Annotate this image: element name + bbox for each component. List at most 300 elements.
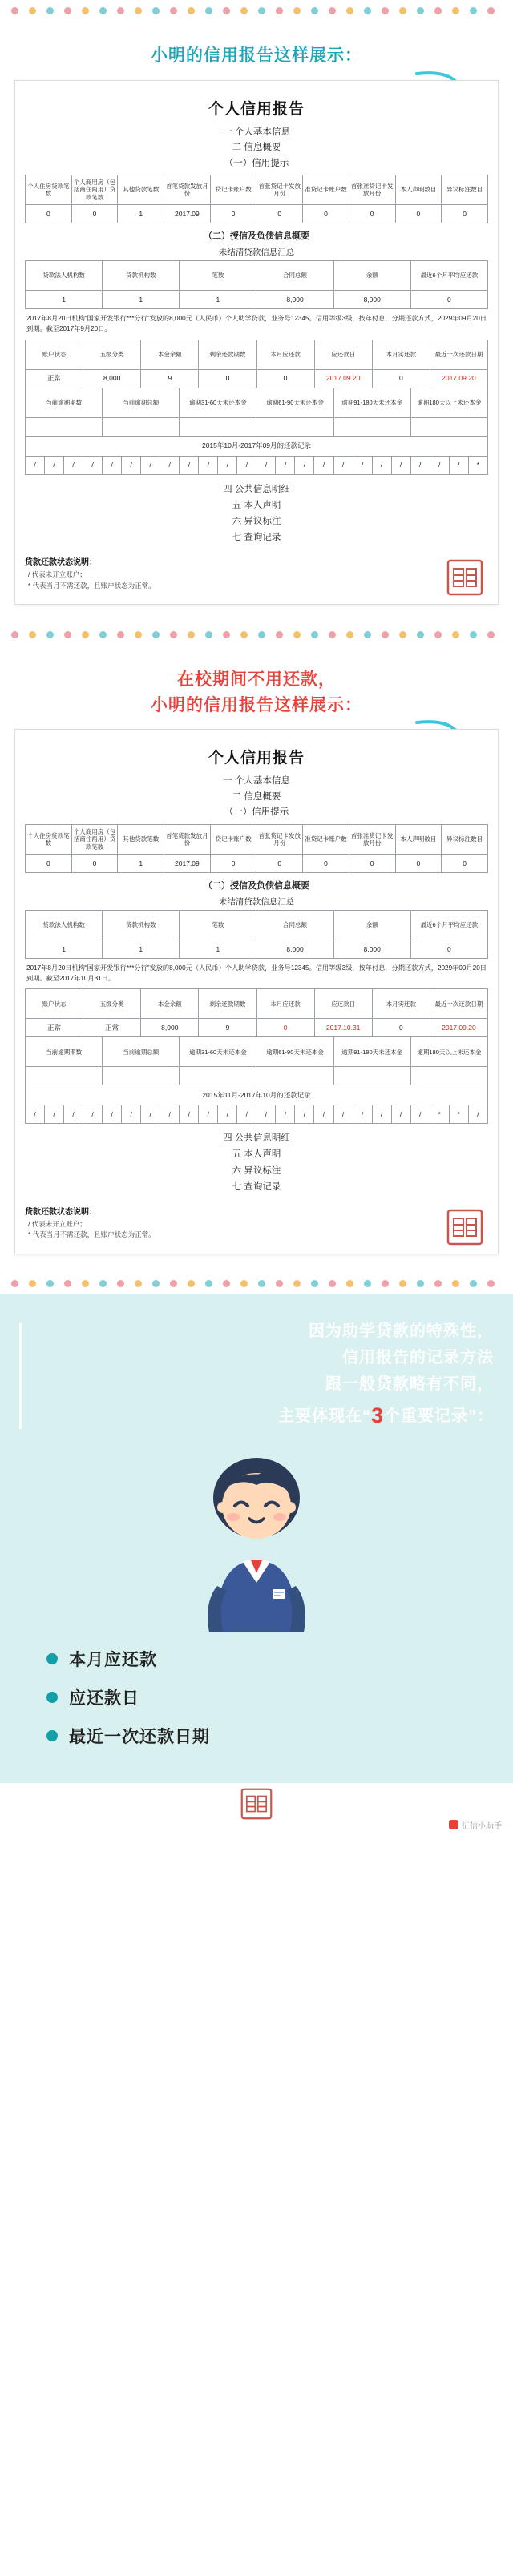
table-header-cell: 本月实还款: [372, 989, 430, 1019]
table-cell: 0: [303, 854, 349, 872]
decorative-dot: [11, 631, 18, 638]
table-header-row: [26, 175, 488, 205]
table-header-cell: 逾期61-90天未还本金: [256, 1037, 333, 1067]
report-section-3: （一）信用提示: [224, 807, 289, 818]
table-row: [26, 205, 488, 223]
table-cell: /: [160, 456, 180, 474]
table-header-row: [26, 1037, 488, 1067]
table-header-cell: 余额: [333, 910, 410, 940]
table-header-cell: 笔数: [180, 910, 256, 940]
report-tail-item: 四 公共信息明细: [223, 1133, 290, 1144]
table-cell: 0: [210, 854, 256, 872]
decorative-dot: [99, 7, 107, 14]
decorative-dots-bottom: [0, 1274, 513, 1294]
table-cell: /: [64, 1105, 83, 1124]
table-header-cell: 贷款机构数: [103, 910, 180, 940]
decorative-dot: [276, 631, 283, 638]
decorative-dot: [311, 631, 318, 638]
decorative-dot: [82, 1280, 89, 1287]
table-cell: /: [199, 456, 218, 474]
report-tail-list-1: [25, 481, 488, 546]
section2-heading-line2: 小明的信用报告这样展示：: [151, 695, 362, 714]
table-cell: 8,000: [333, 291, 410, 309]
table-cell: 0: [71, 205, 118, 223]
table-header-cell: 异议标注数目: [442, 824, 488, 854]
table-header-cell: 本月实还款: [372, 340, 430, 369]
table-header-cell: 合同总额: [256, 910, 333, 940]
table-header-cell: 五级分类: [83, 989, 141, 1019]
table-cell: /: [160, 1105, 180, 1124]
decorative-dot: [399, 7, 406, 14]
decorative-dot: [152, 631, 160, 638]
table-unsettled-summary-1: [25, 260, 488, 309]
table-header-cell: 逾期91-180天未还本金: [333, 388, 410, 417]
table-cell: /: [256, 456, 276, 474]
table-cell: 0: [256, 205, 303, 223]
decorative-dot: [487, 7, 495, 14]
decorative-dot: [82, 7, 89, 14]
table-header-row: [26, 340, 488, 369]
table-cell: 8,000: [83, 369, 141, 388]
table-header-cell: 当前逾期期数: [26, 1037, 103, 1067]
decorative-dots-middle: [0, 624, 513, 645]
report-section-1: 一 个人基本信息: [223, 776, 290, 787]
table-cell: /: [103, 456, 122, 474]
table-cell: 2017.09.20: [314, 369, 372, 388]
table-unsettled-summary-2: [25, 910, 488, 959]
table-cell: 1: [180, 940, 256, 958]
report-tail-item: 五 本人声明: [232, 500, 281, 510]
table-cell: /: [295, 456, 314, 474]
quote-suffix: 个重要记录”：: [384, 1407, 494, 1425]
table-cell: 0: [26, 205, 72, 223]
table-cell: 0: [199, 369, 256, 388]
official-seal-icon: [446, 1209, 483, 1246]
table-cell: 0: [395, 205, 442, 223]
table-row: [26, 854, 488, 872]
decorative-dots-top: [0, 0, 513, 21]
table-header-row: [26, 989, 488, 1019]
decorative-dot: [487, 1280, 495, 1287]
decorative-dot: [382, 1280, 389, 1287]
report-tail-item: 七 查询记录: [232, 532, 281, 542]
table-cell: 0: [256, 854, 303, 872]
table-header-row: [26, 910, 488, 940]
table-header-cell: 个人住房贷款笔数: [26, 175, 72, 205]
decorative-dot: [11, 1280, 18, 1287]
decorative-dot: [240, 1280, 248, 1287]
decorative-dot: [46, 631, 54, 638]
repayment-status-note-line: * 代表当月不需还款，且账户状态为正常。: [28, 1230, 156, 1239]
report-section-3: （一）信用提示: [224, 158, 289, 168]
table-header-cell: 当前逾期总额: [103, 388, 180, 417]
table-header-cell: 账户状态: [26, 340, 83, 369]
table-cell: /: [314, 456, 333, 474]
table-header-cell: 余额: [333, 261, 410, 291]
table-header-cell: 个人住房贷款笔数: [26, 824, 72, 854]
decorative-dot: [29, 7, 36, 14]
table-overdue-2: [25, 1036, 488, 1085]
report-title: 个人信用报告: [208, 100, 305, 118]
table-cell: /: [218, 1105, 237, 1124]
history-label-row: [26, 1085, 488, 1105]
decorative-dot: [452, 631, 459, 638]
table-header-cell: 首张准贷记卡发放月份: [349, 824, 395, 854]
table-header-cell: 贷款法人机构数: [26, 910, 103, 940]
table-cell: 0: [372, 369, 430, 388]
table-cell: /: [353, 1105, 372, 1124]
table-cell: /: [45, 1105, 64, 1124]
table-cell: /: [26, 456, 45, 474]
table-header-cell: 本月应还款: [256, 340, 314, 369]
table-cell: 0: [410, 940, 487, 958]
table-header-cell: 笔数: [180, 261, 256, 291]
table-row: [26, 369, 488, 388]
decorative-dot: [346, 1280, 353, 1287]
table-cell: /: [276, 1105, 295, 1124]
table-cell: 9: [199, 1019, 256, 1037]
report-tail-item: 六 异议标注: [232, 516, 281, 526]
history-label: 2015年10月-2017年09月的还款记录: [26, 436, 488, 456]
decorative-dot: [205, 7, 212, 14]
table-header-row: [26, 824, 488, 854]
table-header-cell: 贷记卡账户数: [210, 175, 256, 205]
decorative-dot: [152, 7, 160, 14]
bullet-dot-icon: [46, 1730, 58, 1741]
table-cell: [410, 417, 487, 436]
decorative-dot: [188, 1280, 195, 1287]
table-header-cell: 本月应还款: [256, 989, 314, 1019]
table-header-cell: 应还款日: [314, 989, 372, 1019]
table-header-cell: 其他贷款笔数: [118, 175, 164, 205]
decorative-dot: [205, 1280, 212, 1287]
report-tail-item: 六 异议标注: [232, 1165, 281, 1176]
table-header-cell: 首笔贷款发放月份: [164, 175, 211, 205]
table-cell: /: [237, 1105, 256, 1124]
decorative-dot: [82, 631, 89, 638]
bullet-dot-icon: [46, 1692, 58, 1703]
decorative-dot: [434, 7, 442, 14]
footer-brand-label: 征信小助手: [462, 1821, 502, 1831]
table-cell: /: [372, 456, 391, 474]
report-section-2: 二 信息概要: [232, 143, 281, 153]
footer: [0, 1783, 513, 1839]
table-cell: 0: [442, 205, 488, 223]
table-cell: 8,000: [256, 940, 333, 958]
table-cell: /: [180, 456, 199, 474]
brand-badge-icon: [449, 1820, 458, 1829]
table-cell: /: [391, 1105, 410, 1124]
table-header-cell: 首笔贷款发放月份: [164, 824, 211, 854]
table-header-cell: 最近一次还款日期: [430, 340, 487, 369]
decorative-dot: [399, 1280, 406, 1287]
table-credit-tips-1: [25, 175, 488, 223]
decorative-dot: [188, 631, 195, 638]
table-cell: 0: [71, 854, 118, 872]
table-cell: 8,000: [333, 940, 410, 958]
table-cell: 0: [256, 369, 314, 388]
report-paragraph-1: 2017年8月20日机构“国家开发银行***分行”发放的8,000元（人民币）个人助学贷款，业务号12345。信用等级3级，按年付息，分期还款方式，2029年09月20日到期。截至2017年9月20日。: [26, 315, 487, 332]
table-cell: /: [141, 456, 160, 474]
decorative-dot: [240, 7, 248, 14]
table-cell: /: [430, 456, 449, 474]
table-cell: /: [295, 1105, 314, 1124]
decorative-dot: [170, 7, 177, 14]
table-header-cell: 本人声明数目: [395, 175, 442, 205]
decorative-dot: [29, 631, 36, 638]
decorative-dot: [170, 631, 177, 638]
decorative-dot: [117, 631, 124, 638]
table-cell: /: [199, 1105, 218, 1124]
decorative-dot: [223, 7, 230, 14]
table-header-cell: 逾期180天以上未还本金: [410, 388, 487, 417]
table-cell: [180, 417, 256, 436]
repayment-status-note-line: / 代表未开立账户；: [28, 570, 87, 579]
decorative-dot: [188, 7, 195, 14]
repayment-status-note-title-1: 贷款还款状态说明：: [25, 558, 97, 568]
table-cell: /: [276, 456, 295, 474]
table-cell: /: [237, 456, 256, 474]
table-cell: 0: [303, 205, 349, 223]
report-tail-item: 七 查询记录: [232, 1181, 281, 1192]
table-header-cell: 准贷记卡账户数: [303, 175, 349, 205]
table-cell: /: [468, 1105, 487, 1124]
table-cell: *: [449, 1105, 468, 1124]
table-cell: *: [430, 1105, 449, 1124]
section-explanation: [0, 1294, 513, 1783]
table-header-cell: 其他贷款笔数: [118, 824, 164, 854]
decorative-dot: [135, 1280, 142, 1287]
decorative-dot: [434, 1280, 442, 1287]
table-cell: *: [468, 456, 487, 474]
decorative-dot: [417, 1280, 424, 1287]
table-cell: 1: [118, 854, 164, 872]
table-cell: 1: [26, 940, 103, 958]
decorative-dot: [117, 7, 124, 14]
decorative-dot: [470, 1280, 477, 1287]
decorative-dot: [434, 631, 442, 638]
decorative-dot: [382, 631, 389, 638]
table-header-cell: 剩余还款期数: [199, 989, 256, 1019]
repayment-status-note-line: / 代表未开立账户；: [28, 1219, 87, 1228]
decorative-dot: [46, 7, 54, 14]
decorative-dot: [364, 631, 371, 638]
table-header-cell: 逾期91-180天未还本金: [333, 1037, 410, 1067]
decorative-dot: [276, 1280, 283, 1287]
decorative-dot: [329, 1280, 336, 1287]
table-row: [26, 940, 488, 958]
table-cell: 正常: [26, 1019, 83, 1037]
decorative-dot: [311, 1280, 318, 1287]
table-cell: 2017.09.20: [430, 1019, 487, 1037]
table-header-cell: 首张准贷记卡发放月份: [349, 175, 395, 205]
table-repayment-history-1: [25, 436, 488, 475]
report-caption-credit-liability-2: （二）授信及负债信息概要: [204, 880, 309, 891]
credit-report-card-1: [14, 80, 499, 606]
table-cell: /: [333, 1105, 353, 1124]
table-header-cell: 逾期31-60天未还本金: [180, 388, 256, 417]
table-cell: 1: [26, 291, 103, 309]
table-cell: 1: [118, 205, 164, 223]
table-header-cell: 首张贷记卡发放月份: [256, 175, 303, 205]
table-overdue-1: [25, 388, 488, 437]
table-cell: /: [64, 456, 83, 474]
credit-report-card-2: [14, 729, 499, 1254]
table-header-cell: 贷记卡账户数: [210, 824, 256, 854]
table-header-cell: 五级分类: [83, 340, 141, 369]
decorative-dot: [205, 631, 212, 638]
table-header-cell: 首张贷记卡发放月份: [256, 824, 303, 854]
decorative-dot: [276, 7, 283, 14]
table-cell: 0: [210, 205, 256, 223]
table-header-cell: 逾期61-90天未还本金: [256, 388, 333, 417]
table-cell: 0: [372, 1019, 430, 1037]
table-cell: 2017.09: [164, 854, 211, 872]
table-header-cell: 最近6个月平均应还款: [410, 910, 487, 940]
table-cell: [26, 1067, 103, 1085]
decorative-dot: [329, 7, 336, 14]
report-tail-item: 五 本人声明: [232, 1149, 281, 1160]
table-cell: /: [391, 456, 410, 474]
report-tail-item: 四 公共信息明细: [223, 484, 290, 494]
decorative-dot: [29, 1280, 36, 1287]
decorative-dot: [417, 7, 424, 14]
official-seal-icon: [446, 559, 483, 596]
table-cell: /: [256, 1105, 276, 1124]
key-record-label: 最近一次还款日期: [69, 1727, 210, 1746]
table-cell: 正常: [83, 1019, 141, 1037]
table-header-cell: 最近一次还款日期: [430, 989, 487, 1019]
quote-block: [19, 1318, 494, 1434]
decorative-dot: [117, 1280, 124, 1287]
report-caption-credit-liability-1: （二）授信及负债信息概要: [204, 231, 309, 242]
table-header-cell: 合同总额: [256, 261, 333, 291]
table-cell: /: [333, 456, 353, 474]
table-account-detail-2: [25, 988, 488, 1037]
table-cell: 8,000: [256, 291, 333, 309]
section-deferred-repayment: [0, 645, 513, 1274]
table-cell: /: [122, 456, 141, 474]
table-header-cell: 本人声明数目: [395, 824, 442, 854]
quote-bar: [19, 1323, 22, 1429]
footer-brand: [449, 1819, 502, 1831]
decorative-dot: [64, 631, 71, 638]
decorative-dot: [240, 631, 248, 638]
table-header-cell: 本金余额: [141, 989, 199, 1019]
table-cell: [333, 417, 410, 436]
table-header-row: [26, 261, 488, 291]
decorative-dot: [46, 1280, 54, 1287]
table-cell: /: [410, 1105, 430, 1124]
decorative-dot: [311, 7, 318, 14]
table-cell: [26, 417, 103, 436]
table-repayment-history-2: [25, 1085, 488, 1124]
table-header-cell: 贷款法人机构数: [26, 261, 103, 291]
decorative-dot: [293, 631, 301, 638]
table-cell: [333, 1067, 410, 1085]
table-cell: /: [353, 456, 372, 474]
decorative-dot: [364, 7, 371, 14]
quote-line: 因为助学贷款的特殊性，: [309, 1322, 494, 1340]
table-cell: 1: [180, 291, 256, 309]
table-cell: 8,000: [141, 1019, 199, 1037]
table-header-cell: 个人商用房（包括商住两用）贷款笔数: [71, 824, 118, 854]
decorative-dot: [364, 1280, 371, 1287]
decorative-dot: [452, 7, 459, 14]
table-header-cell: 准贷记卡账户数: [303, 824, 349, 854]
decorative-dot: [452, 1280, 459, 1287]
table-cell: 0: [410, 291, 487, 309]
repayment-status-note-line: * 代表当月不需还款，且账户状态为正常。: [28, 581, 156, 590]
table-cell: /: [449, 456, 468, 474]
table-row: [26, 291, 488, 309]
table-header-cell: 当前逾期期数: [26, 388, 103, 417]
report-paragraph-2: 2017年8月20日机构“国家开发银行***分行”发放的8,000元（人民币）个人助学贷款，业务号12345。信用等级3级，按年付息，分期还款方式，2029年00月20日到期。截至2017年10月31日。: [26, 964, 487, 982]
repayment-status-note-title-2: 贷款还款状态说明：: [25, 1207, 97, 1217]
decorative-dot: [135, 7, 142, 14]
decorative-dot: [135, 631, 142, 638]
decorative-dot: [382, 7, 389, 14]
table-cell: /: [141, 1105, 160, 1124]
decorative-dot: [11, 7, 18, 14]
section1-heading: 小明的信用报告这样展示：: [151, 46, 362, 65]
decorative-dot: [293, 7, 301, 14]
table-header-cell: 账户状态: [26, 989, 83, 1019]
table-cell: /: [314, 1105, 333, 1124]
decorative-dot: [99, 631, 107, 638]
table-row: [26, 417, 488, 436]
table-cell: 1: [103, 291, 180, 309]
section2-heading-line1: 在校期间不用还款，: [177, 670, 336, 690]
key-record-item: [46, 1647, 494, 1671]
table-cell: /: [122, 1105, 141, 1124]
table-header-cell: 个人商用房（包括商住两用）贷款笔数: [71, 175, 118, 205]
decorative-dot: [223, 1280, 230, 1287]
decorative-dot: [417, 631, 424, 638]
decorative-dot: [170, 1280, 177, 1287]
decorative-dot: [470, 7, 477, 14]
table-cell: /: [45, 456, 64, 474]
history-label-row: [26, 436, 488, 456]
table-header-cell: 应还款日: [314, 340, 372, 369]
table-cell: 2017.10.31: [314, 1019, 372, 1037]
table-cell: /: [410, 456, 430, 474]
decorative-dot: [152, 1280, 160, 1287]
quote-line-highlight: [34, 1398, 494, 1434]
report-section-2: 二 信息概要: [232, 791, 281, 802]
decorative-dot: [64, 7, 71, 14]
official-seal-icon: [240, 1788, 273, 1820]
report-caption-unsettled-2: 未结清贷款信息汇总: [218, 896, 295, 907]
table-cell: 0: [395, 854, 442, 872]
table-cell: /: [372, 1105, 391, 1124]
table-header-cell: 贷款机构数: [103, 261, 180, 291]
table-cell: /: [103, 1105, 122, 1124]
decorative-dot: [329, 631, 336, 638]
table-cell: [103, 417, 180, 436]
table-header-cell: 当前逾期总额: [103, 1037, 180, 1067]
table-cell: /: [83, 456, 103, 474]
decorative-dot: [99, 1280, 107, 1287]
history-cells-row: [26, 456, 488, 474]
decorative-dot: [470, 631, 477, 638]
table-cell: [410, 1067, 487, 1085]
decorative-dot: [258, 1280, 265, 1287]
quote-line: 信用报告的记录方法: [342, 1348, 494, 1366]
table-cell: /: [180, 1105, 199, 1124]
table-cell: /: [26, 1105, 45, 1124]
table-cell: 0: [349, 205, 395, 223]
